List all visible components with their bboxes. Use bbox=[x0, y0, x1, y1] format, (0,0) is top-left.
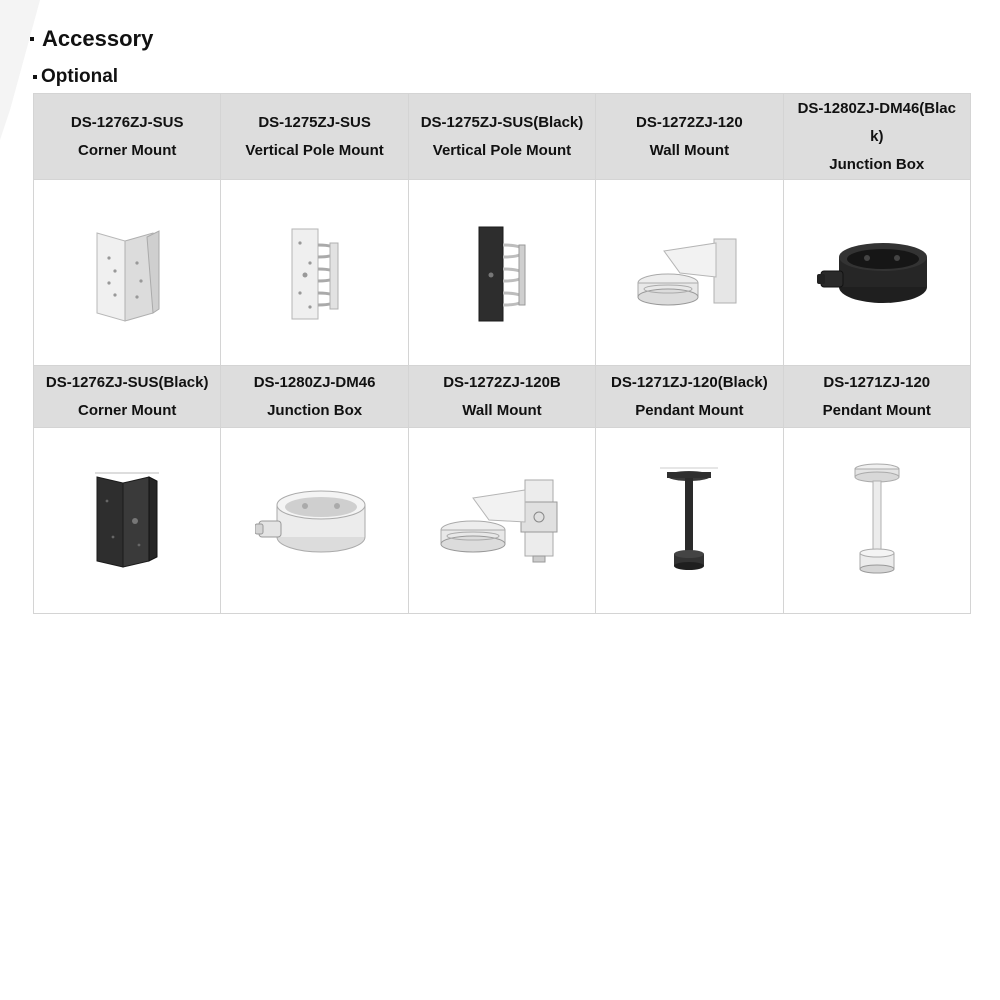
pendant-mount-black-icon bbox=[654, 466, 724, 576]
accessory-header-cell bbox=[783, 366, 970, 428]
accessory-header-cell bbox=[221, 366, 408, 428]
junction-box-black-icon bbox=[817, 233, 937, 313]
accessory-image-cell bbox=[783, 180, 970, 366]
accessory-model: DS-1272ZJ-120 bbox=[636, 113, 743, 131]
vertical-pole-mount-black-icon bbox=[467, 223, 537, 323]
accessory-image-cell bbox=[596, 428, 783, 614]
accessory-type: Wall Mount bbox=[462, 401, 542, 419]
subsection-heading bbox=[33, 66, 118, 88]
accessory-model: DS-1280ZJ-DM46(Black) bbox=[797, 99, 956, 145]
accessory-image-row bbox=[34, 180, 971, 366]
pendant-mount-white-icon bbox=[842, 461, 912, 581]
accessory-image-cell bbox=[221, 428, 408, 614]
accessory-model: DS-1276ZJ-SUS bbox=[70, 113, 184, 131]
accessory-header-row bbox=[34, 94, 971, 180]
accessory-header-cell bbox=[408, 366, 595, 428]
accessory-type: Junction Box bbox=[829, 155, 925, 173]
accessory-type: Pendant Mount bbox=[635, 401, 744, 419]
accessory-image-cell bbox=[408, 428, 595, 614]
accessory-image-cell bbox=[408, 180, 595, 366]
accessory-model: DS-1272ZJ-120B bbox=[443, 373, 561, 391]
accessory-header-cell bbox=[221, 94, 408, 180]
accessory-header-cell bbox=[596, 94, 783, 180]
bullet-icon bbox=[33, 75, 37, 79]
accessory-header-cell bbox=[34, 366, 221, 428]
accessory-image-cell bbox=[783, 428, 970, 614]
vertical-pole-mount-white-icon bbox=[280, 223, 350, 323]
accessory-image-row bbox=[34, 428, 971, 614]
accessory-header-cell bbox=[408, 94, 595, 180]
accessory-image-cell bbox=[34, 428, 221, 614]
accessory-image-cell bbox=[34, 180, 221, 366]
wall-mount-box-white-icon bbox=[437, 476, 567, 566]
junction-box-white-icon bbox=[255, 481, 375, 561]
accessory-model: DS-1280ZJ-DM46 bbox=[253, 373, 376, 391]
subsection-title: Optional bbox=[41, 66, 119, 87]
corner-mount-black-icon bbox=[87, 471, 167, 571]
accessory-model: DS-1275ZJ-SUS(Black) bbox=[420, 113, 584, 131]
bullet-icon bbox=[30, 37, 34, 41]
accessory-type: Vertical Pole Mount bbox=[245, 141, 384, 159]
accessory-model: DS-1276ZJ-SUS(Black) bbox=[45, 373, 209, 391]
accessory-image-cell bbox=[596, 180, 783, 366]
accessory-header-row bbox=[34, 366, 971, 428]
accessory-model: DS-1271ZJ-120 bbox=[823, 373, 931, 391]
accessory-model: DS-1275ZJ-SUS bbox=[258, 113, 371, 131]
accessory-image-cell bbox=[221, 180, 408, 366]
accessory-header-cell bbox=[34, 94, 221, 180]
accessory-model: DS-1271ZJ-120(Black) bbox=[610, 373, 768, 391]
accessory-header-cell bbox=[596, 366, 783, 428]
corner-mount-white-icon bbox=[87, 223, 167, 323]
accessory-type: Wall Mount bbox=[649, 141, 730, 159]
accessory-type: Pendant Mount bbox=[822, 401, 931, 419]
accessory-type: Corner Mount bbox=[78, 401, 177, 419]
wall-mount-white-icon bbox=[634, 233, 744, 313]
section-title: Accessory bbox=[42, 26, 154, 51]
accessory-type: Corner Mount bbox=[78, 141, 177, 159]
accessory-type: Junction Box bbox=[267, 401, 363, 419]
accessory-header-cell bbox=[783, 94, 970, 180]
accessory-type: Vertical Pole Mount bbox=[432, 141, 572, 159]
accessory-table bbox=[33, 93, 971, 614]
section-heading bbox=[30, 26, 153, 52]
